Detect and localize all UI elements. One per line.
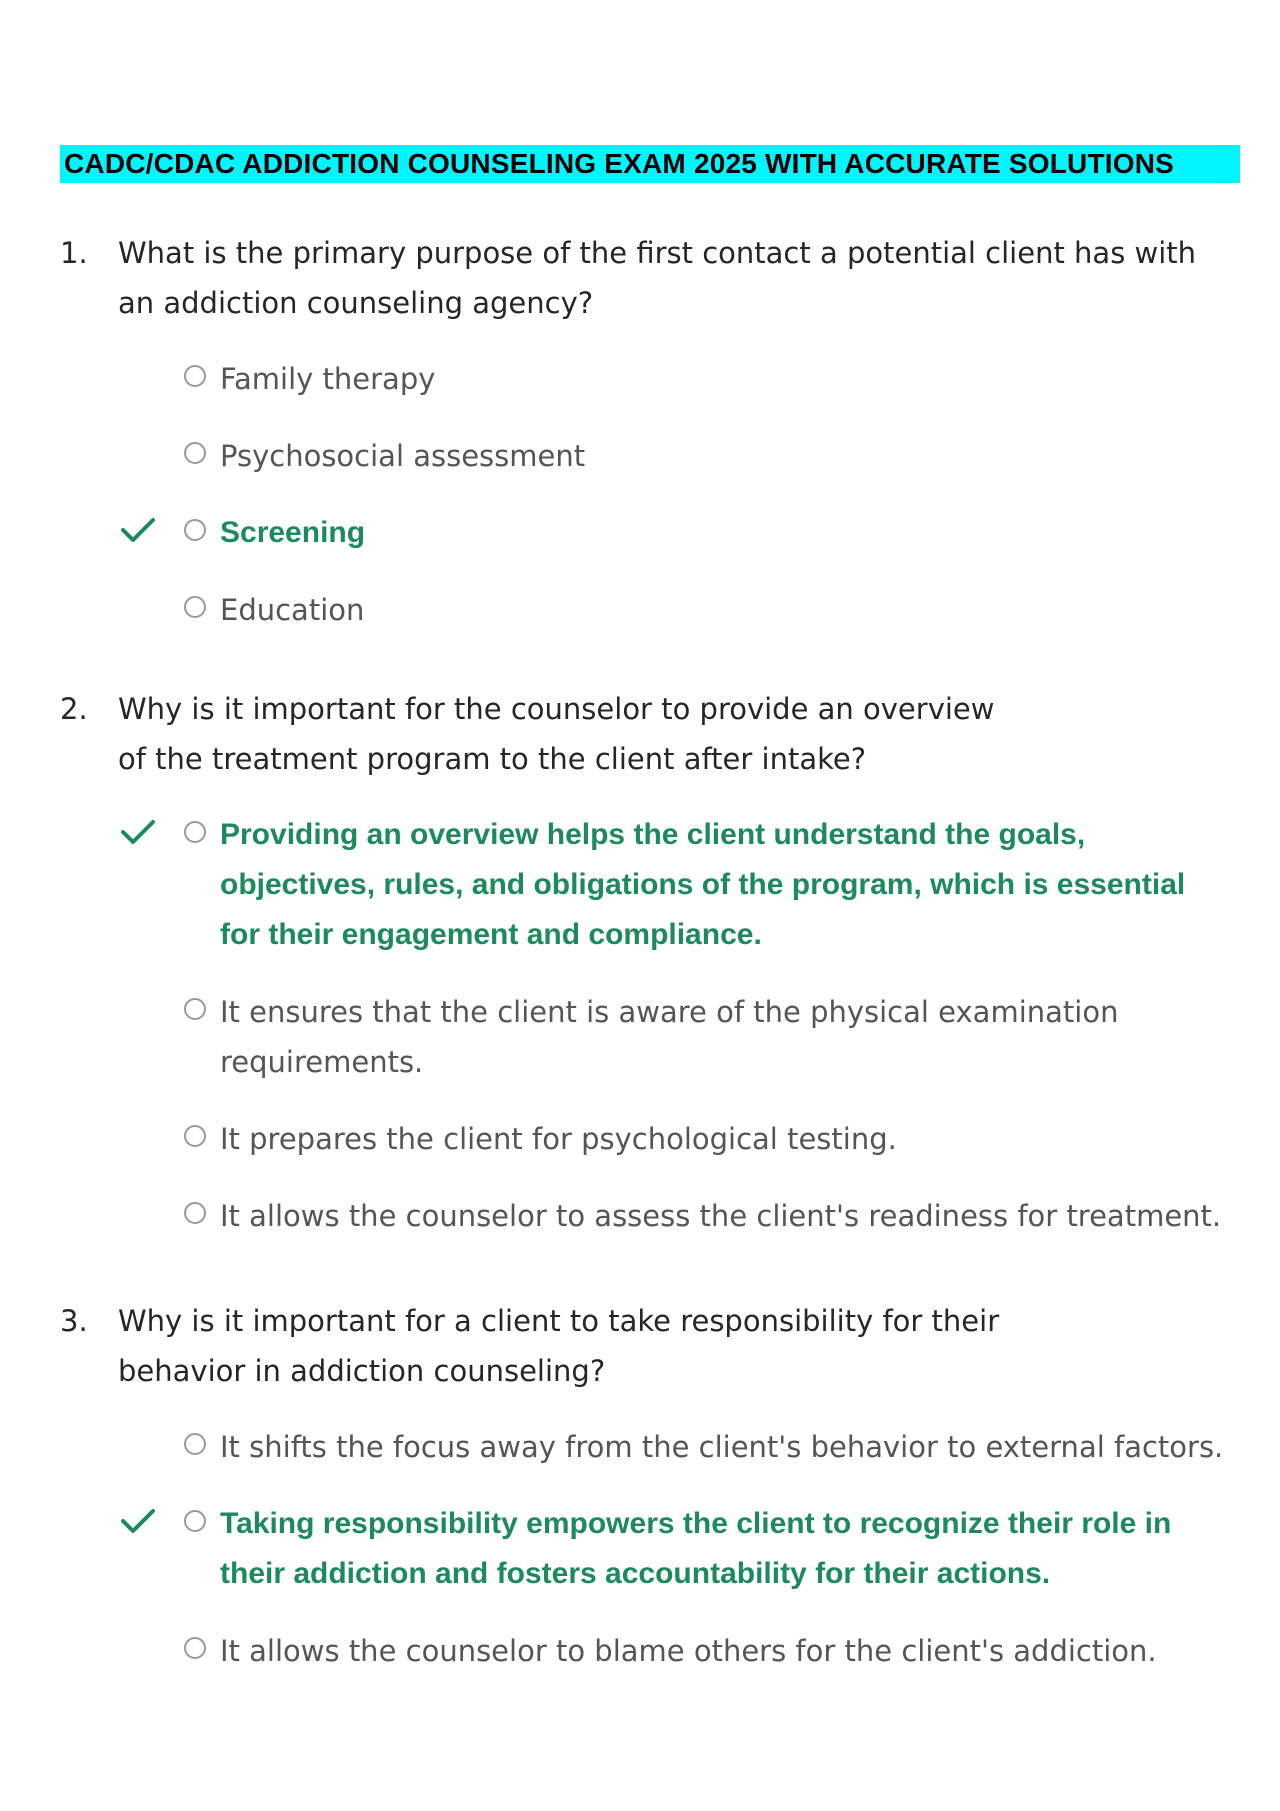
option-text: It ensures that the client is aware of the physical examination requirements. [220,995,1119,1079]
question-text: What is the primary purpose of the first contact a potential client has with an addiction counseling agency? [118,236,1197,320]
question-number: 3. [60,1304,88,1338]
radio-icon[interactable] [184,442,206,464]
question-text: Why is it important for the counselor to provide an overview of the treatment program to the client after intake? [118,692,995,776]
answer-option-correct[interactable] [60,508,1230,558]
question-number: 2. [60,692,88,726]
option-text: Family therapy [220,362,436,396]
question-1 [60,228,1230,662]
checkmark-icon [120,818,156,846]
radio-icon[interactable] [184,596,206,618]
radio-icon[interactable] [184,1202,206,1224]
radio-icon[interactable] [184,821,206,843]
radio-icon[interactable] [184,1637,206,1659]
question-3 [60,1296,1230,1703]
answer-option[interactable] [60,431,1230,481]
radio-icon[interactable] [184,998,206,1020]
exam-title-highlight [60,145,1240,183]
option-text: Screening [220,516,366,549]
answer-option[interactable] [60,987,1230,1087]
answer-option-correct[interactable] [60,810,1230,960]
answer-option-correct[interactable] [60,1499,1230,1599]
answer-option[interactable] [60,1114,1230,1164]
answer-option[interactable] [60,354,1230,404]
option-text: Education [220,593,365,627]
option-text: Taking responsibility empowers the client to recognize their role in their addiction and fosters accountability for their actions. [220,1507,1172,1590]
question-number: 1. [60,236,88,270]
radio-icon[interactable] [184,365,206,387]
answer-option[interactable] [60,585,1230,635]
checkmark-icon [120,516,156,544]
option-text: It allows the counselor to blame others for the client's addiction. [220,1634,1157,1668]
option-text: It prepares the client for psychological testing. [220,1122,897,1156]
checkmark-icon [120,1507,156,1535]
options-list [60,354,1230,635]
radio-icon[interactable] [184,1125,206,1147]
radio-icon[interactable] [184,1433,206,1455]
option-text: It allows the counselor to assess the client's readiness for treatment. [220,1199,1222,1233]
option-text: It shifts the focus away from the client's behavior to external factors. [220,1430,1224,1464]
answer-option[interactable] [60,1626,1230,1676]
radio-icon[interactable] [184,1510,206,1532]
exam-title: CADC/CDAC ADDICTION COUNSELING EXAM 2025 WITH ACCURATE SOLUTIONS [64,148,1175,179]
radio-icon[interactable] [184,519,206,541]
question-2 [60,684,1230,1268]
option-text: Providing an overview helps the client understand the goals, objectives, rules, and obligations of the program, which is essential for their engagement and compliance. [220,818,1186,951]
answer-option[interactable] [60,1422,1230,1472]
options-list [60,810,1230,1241]
options-list [60,1422,1230,1676]
question-text: Why is it important for a client to take responsibility for their behavior in addiction counseling? [118,1304,1000,1388]
answer-option[interactable] [60,1191,1230,1241]
option-text: Psychosocial assessment [220,439,586,473]
